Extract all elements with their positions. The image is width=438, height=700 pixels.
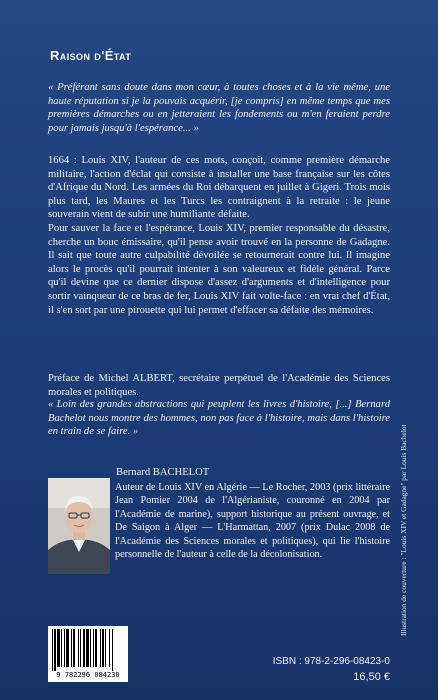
author-portrait-icon bbox=[48, 478, 110, 574]
isbn: ISBN : 978-2-296-08423-0 bbox=[272, 656, 390, 667]
author-name: Bernard BACHELOT bbox=[116, 467, 210, 478]
summary-paragraph-1: 1664 : Louis XIV, l'auteur de ces mots, conçoit, comme première démarche militaire, l'action d'éclat qui consiste à installer une base française sur les côtes d'Afrique du Nord. Les armées du Roi débarquent en juillet à Gigeri. Trois mois plus tard, les Maures et les Turcs les contraignent à la retraite : le jeune souverain vient de subir une humiliante défaite. bbox=[48, 155, 390, 221]
barcode-icon bbox=[48, 626, 128, 672]
illustration-credit: Illustration de couverture : "Louis XIV et Gadagne" par Louis Bachelot bbox=[399, 424, 408, 636]
epigraph-quote: « Préférant sans doute dans mon cœur, à toutes choses et à la vie même, une haute réputation si je la pouvais acquérir, [je compris] en même temps que mes premières démarches ou en jetteraient les fondements ou m'en feraient perdre pour jamais jusqu'à l'espérance... » bbox=[48, 82, 390, 134]
author-photo bbox=[48, 478, 110, 574]
barcode-number: 9 782296 084230 bbox=[56, 671, 120, 679]
preface-credit: Préface de Michel ALBERT, secrétaire perpétuel de l'Académie des Sciences morales et politiques. bbox=[48, 373, 390, 398]
price: 16,50 € bbox=[353, 671, 390, 683]
book-title: Raison d'État bbox=[50, 48, 132, 63]
book-summary bbox=[48, 154, 390, 317]
summary-paragraph-2: Pour sauver la face et l'espérance, Louis XIV, premier responsable du désastre, cherche un bouc émissaire, qu'il pense avoir trouvé en la personne de Gadagne. Il sait que toute autre culpabilité dévoilée se retournerait contre lui. Il imagine alors le procès qu'il pourrait intenter à son valeureux et fidèle général. Parce qu'il devine que ce dernier dispose d'assez d'arguments et d'intelligence pour sortir vainqueur de ce bras de fer, Louis XIV fait volte-face : en vrai chef d'État, il s'en sort par une pirouette qui lui permet d'effacer sa défaite des mémoires. bbox=[48, 222, 390, 316]
author-bio: Auteur de Louis XIV en Algérie — Le Rocher, 2003 (prix littéraire Jean Pomier 2004 de l'Algérianiste, couronné en 2004 par l'Académie de marine), support historique au présent ouvrage, et De Saigon à Alger — L'Harmattan, 2007 (prix Dulac 2008 de l'Académie des Sciences morales et politiques), qui lie l'histoire personnelle de l'auteur à celle de la décolonisation. bbox=[115, 482, 390, 561]
preface-quote: « Loin des grandes abstractions qui peuplent les livres d'histoire, [...] Bernard Bachelot nous montre des hommes, non pas face à l'histoire, mais dans l'histoire en train de se faire. » bbox=[48, 399, 390, 438]
